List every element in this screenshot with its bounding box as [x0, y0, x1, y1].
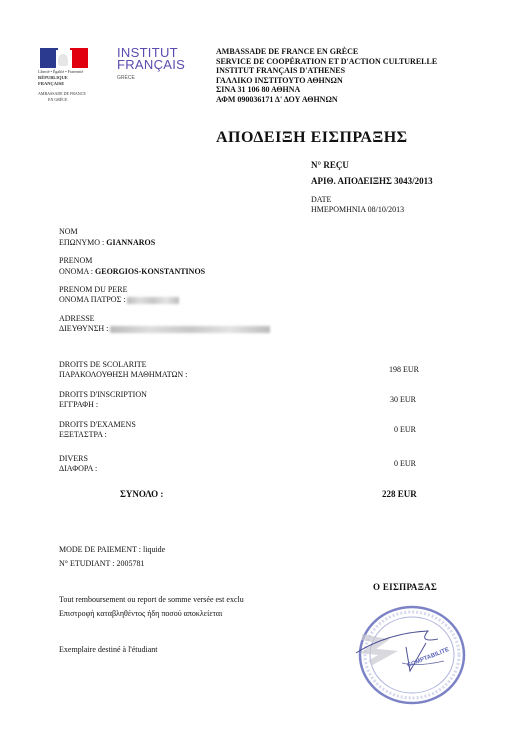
father-label-fr: PRENOM DU PERE	[59, 285, 128, 294]
francais-word: FRANÇAIS	[117, 57, 186, 72]
father-row	[59, 295, 179, 305]
redacted-father-name	[127, 297, 179, 304]
name-value: GEORGIOS-KONSTANTINOS	[95, 267, 206, 276]
note-student-copy: Exemplaire destiné à l'étudiant	[59, 645, 158, 654]
receipt-no-label: N° REÇU	[311, 160, 349, 170]
ambassade-text: AMBASSADE DE FRANCE	[38, 91, 86, 96]
surname-row	[59, 238, 155, 248]
header-line-1: AMBASSADE DE FRANCE EN GRÈCE	[216, 47, 359, 56]
header-line-5: ΣΙΝΑ 31 106 80 ΑΘΗΝΑ	[216, 85, 301, 95]
surname-label: ΕΠΩΝΥΜΟ :	[59, 238, 105, 247]
cashier-label: Ο ΕΙΣΠΡΑΞΑΣ	[373, 582, 438, 592]
student-number: N° ETUDIANT : 2005781	[59, 559, 145, 568]
fee-row	[59, 454, 416, 476]
header-line-3: INSTITUT FRANÇAIS D'ATHENES	[216, 66, 346, 76]
grece-word: GRÈCE	[117, 75, 135, 81]
name-label: ΟΝΟΜΑ :	[59, 267, 94, 276]
fee-row	[59, 390, 416, 412]
fee-row	[59, 360, 419, 382]
fee-label-gr: ΕΓΓΡΑΦΗ :	[59, 400, 99, 409]
header-line-6: ΑΦΜ 090036171 Δ' ΔΟΥ ΑΘΗΝΩΝ	[216, 94, 338, 104]
prenom-label: PRENOM	[59, 256, 93, 265]
father-label: ΟΝΟΜΑ ΠΑΤΡΟΣ :	[59, 295, 126, 304]
en-grece-text: EN GRÈCE	[48, 97, 68, 102]
date-value: ΗΜΕΡΟΜΗΝΙΑ 08/10/2013	[311, 205, 405, 214]
institut-word: INSTITUT	[117, 45, 178, 60]
republic-motto: Liberté • Égalité • Fraternité	[38, 69, 84, 74]
total-label: ΣΥΝΟΛΟ :	[120, 489, 164, 499]
stamp-text: COMPTABILITE	[406, 646, 451, 670]
fee-amount: 0 EUR	[394, 459, 416, 468]
surname-value: GIANNAROS	[106, 238, 156, 247]
fee-amount: 198 EUR	[389, 365, 419, 374]
document-title: ΑΠΟΔΕΙΞΗ ΕΙΣΠΡΑΞΗΣ	[216, 129, 408, 146]
payment-mode: MODE DE PAIEMENT : liquide	[59, 545, 166, 554]
note-no-refund-gr: Επιστροφή καταβληθέντος ήδη ποσού αποκλείεται	[59, 609, 223, 618]
header-line-4: ΓΑΛΛΙΚΟ ΙΝΣΤΙΤΟΥΤΟ ΑΘΗΝΩΝ	[216, 75, 343, 85]
receipt-no-value: ΑΡΙΘ. ΑΠΟΔΕΙΞΗΣ 3043/2013	[311, 176, 433, 186]
header-block	[216, 47, 496, 105]
stamp-graphic	[348, 603, 470, 709]
date-label: DATE	[311, 195, 332, 204]
name-row	[59, 267, 205, 277]
fee-label-fr: DIVERS	[59, 454, 88, 463]
fee-label-gr: ΔΙΑΦΟΡΑ :	[59, 464, 98, 473]
fee-label-fr: DROITS DE SCOLARITE	[59, 360, 147, 369]
header-line-2: SERVICE DE COOPÉRATION ET D'ACTION CULTURELLE	[216, 56, 438, 66]
total-amount: 228 EUR	[382, 489, 417, 499]
institut-francais-logo	[117, 47, 187, 95]
fee-label-fr: DROITS D'INSCRIPTION	[59, 390, 147, 399]
fee-row	[59, 420, 416, 442]
fee-amount: 30 EUR	[390, 395, 416, 404]
republique-francaise-logo	[38, 48, 94, 102]
accounting-stamp	[348, 603, 470, 709]
address-row	[59, 324, 270, 334]
redacted-address	[110, 326, 270, 333]
fee-label-fr: DROITS D'EXAMENS	[59, 420, 136, 429]
address-label-fr: ADRESSE	[59, 314, 95, 323]
republic-name: RÉPUBLIQUE FRANÇAISE	[38, 75, 68, 86]
nom-label: NOM	[59, 227, 78, 236]
note-no-refund-fr: Tout remboursement ou report de somme versée est exclu	[59, 595, 244, 604]
fee-label-gr: ΠΑΡΑΚΟΛΟΥΘΗΣΗ ΜΑΘΗΜΑΤΩΝ :	[59, 370, 188, 379]
address-label: ΔΙΕΥΘΥΝΣΗ :	[59, 324, 109, 333]
fee-amount: 0 EUR	[394, 425, 416, 434]
fee-label-gr: ΕΞΕΤΑΣΤΡΑ :	[59, 430, 107, 439]
